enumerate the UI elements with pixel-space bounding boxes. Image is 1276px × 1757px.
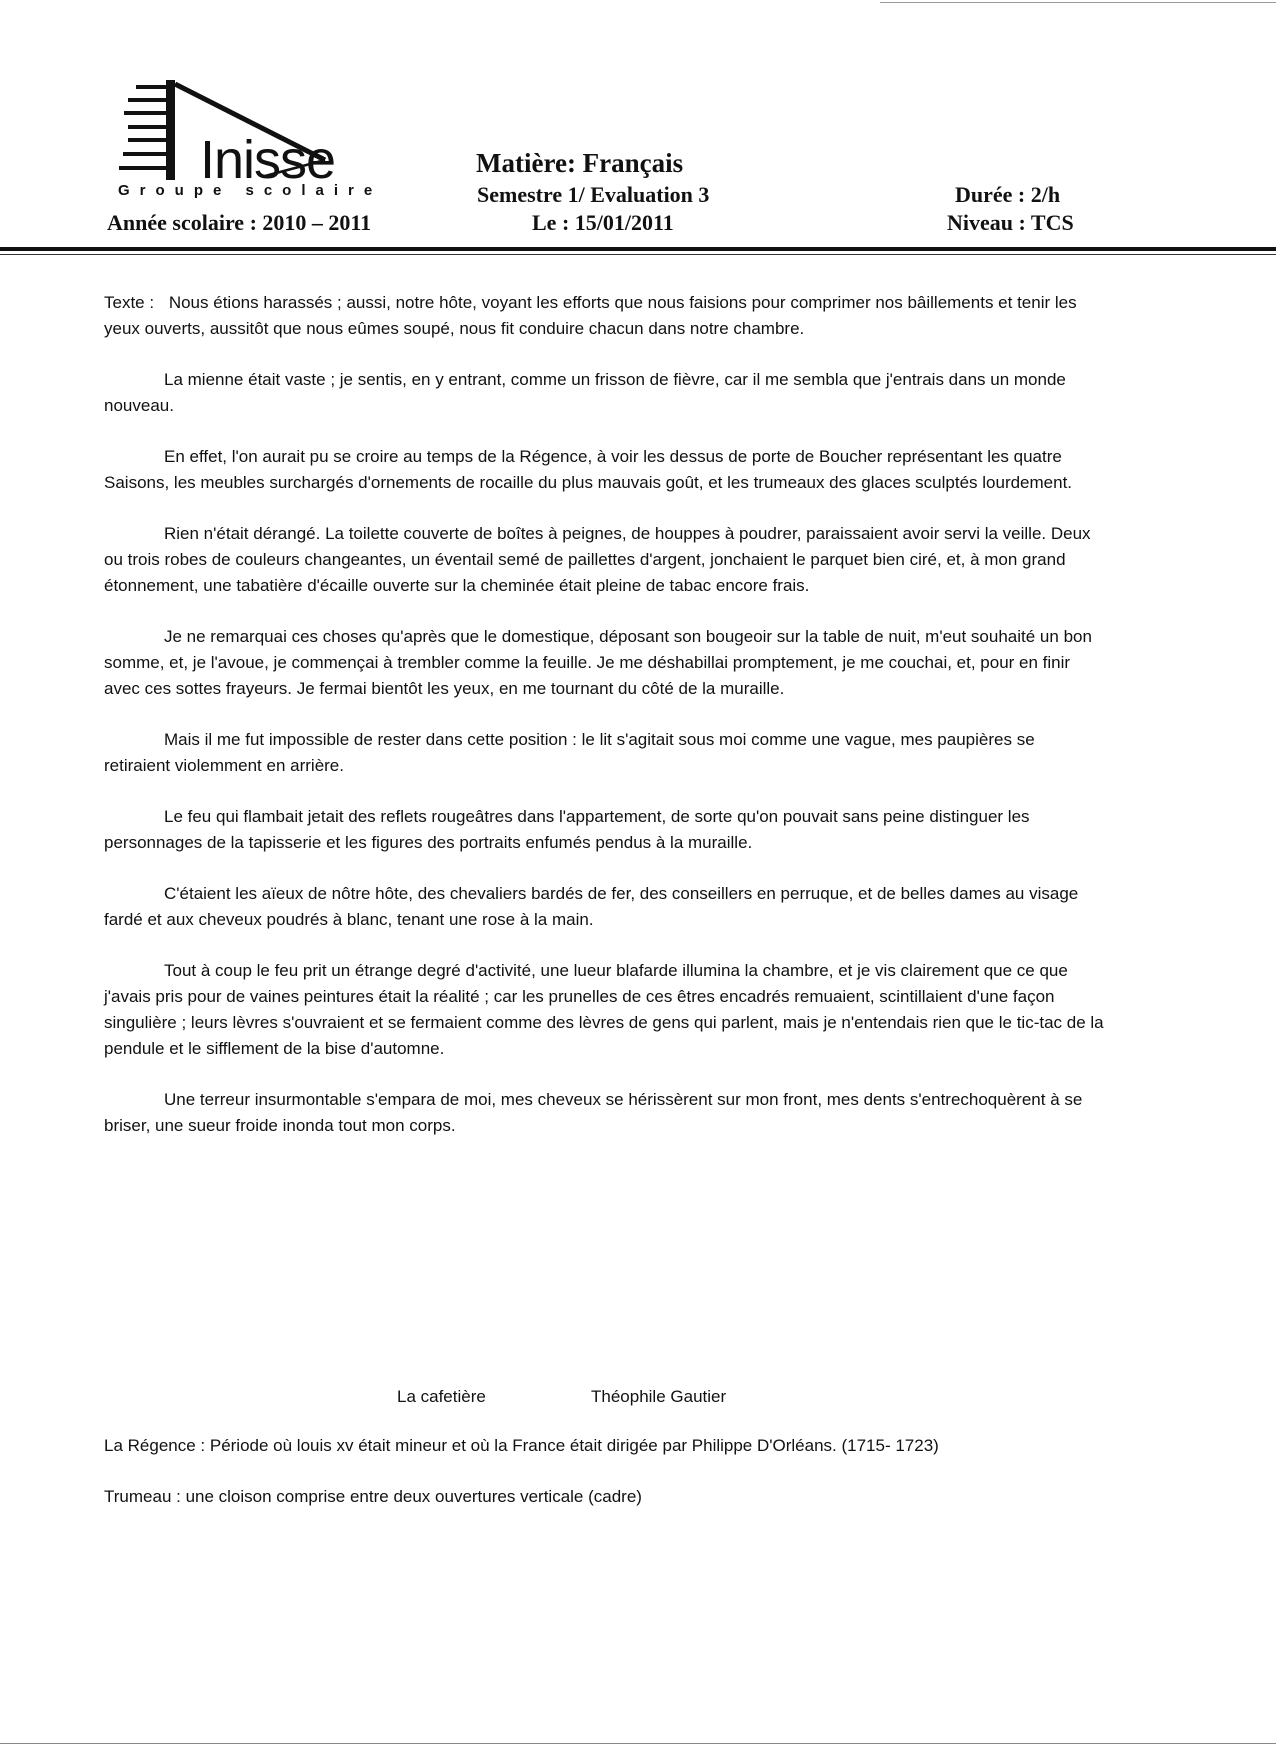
exam-date: Le : 15/01/2011 [532, 210, 674, 235]
work-title: La cafetière [397, 1387, 486, 1406]
paragraph: Une terreur insurmontable s'empara de moi, mes cheveux se hérissèrent sur mon front, mes dents s'entrechoquèrent à se briser, une sueur froide inonda tout mon corps. [104, 1090, 1083, 1135]
scan-edge-line [0, 1743, 1276, 1744]
paragraph [104, 290, 1104, 342]
paragraph: La mienne était vaste ; je sentis, en y entrant, comme un frisson de fièvre, car il me sembla que j'entrais dans un monde nouveau. [104, 370, 1066, 415]
author-name: Théophile Gautier [591, 1387, 727, 1406]
subject: Matière: Français [476, 148, 684, 178]
level: Niveau : TCS [947, 210, 1074, 235]
paragraph: En effet, l'on aurait pu se croire au temps de la Régence, à voir les dessus de porte de Boucher représentant les quatre Saisons, les meubles surchargés d'ornements de rocaille du plus mauvais goût, et les trumeaux des glaces sculptés lourdement. [104, 447, 1073, 492]
header-divider [0, 247, 1276, 251]
paragraph: Tout à coup le feu prit un étrange degré d'activité, une lueur blafarde illumina la chambre, et je vis clairement que ce que j'avais pris pour de vaines peintures était la réalité ; car les prunelles de ces êtres encadrés remuaient, scintillaient d'une façon singulière ; leurs lèvres s'ouvraient et se fermaient comme des lèvres de gens qui parlent, mais je n'entendais rien que le tic-tac de la pendule et le sifflement de la bise d'automne. [104, 961, 1104, 1058]
paragraph: Rien n'était dérangé. La toilette couverte de boîtes à peignes, de houppes à poudrer, paraissaient avoir servi la veille. Deux ou trois robes de couleurs changeantes, un éventail semé de paillettes d'argent, jonchaient le parquet bien ciré, et, à mon grand étonnement, une tabatière d'écaille ouverte sur la cheminée était pleine de tabac encore frais. [104, 524, 1091, 595]
duration: Durée : 2/h [955, 182, 1061, 207]
glossary-note: Trumeau : une cloison comprise entre deux ouvertures verticale (cadre) [104, 1487, 642, 1506]
source-signature [0, 1384, 1276, 1410]
reading-text [104, 290, 1104, 1164]
logo-subtitle: Groupe scolaire [118, 182, 383, 199]
text-label: Texte : [104, 293, 155, 312]
school-year: Année scolaire : 2010 – 2011 [107, 210, 372, 235]
semester-evaluation: Semestre 1/ Evaluation 3 [477, 182, 710, 207]
header-divider-thin [0, 254, 1276, 255]
paragraph-text: Nous étions harassés ; aussi, notre hôte, voyant les efforts que nous faisions pour comprimer nos bâillements et tenir les yeux ouverts, aussitôt que nous eûmes soupé, nous fit conduire chacun dans notre chambre. [104, 293, 1077, 338]
scan-edge-line [880, 2, 1276, 3]
paragraph: Je ne remarquai ces choses qu'après que le domestique, déposant son bougeoir sur la table de nuit, m'eut souhaité un bon somme, et, je l'avoue, je commençai à trembler comme la feuille. Je me déshabillai promptement, je me couchai, et, pour en finir avec ces sottes frayeurs. Je fermai bientôt les yeux, en me tournant du côté de la muraille. [104, 627, 1092, 698]
logo-name: Inisse [200, 130, 336, 190]
paragraph: Mais il me fut impossible de rester dans cette position : le lit s'agitait sous moi comme une vague, mes paupières se retiraient violemment en arrière. [104, 730, 1035, 775]
paragraph: C'étaient les aïeux de nôtre hôte, des chevaliers bardés de fer, des conseillers en perruque, et de belles dames au visage fardé et aux cheveux poudrés à blanc, tenant une rose à la main. [104, 884, 1079, 929]
glossary-note: La Régence : Période où louis xv était mineur et où la France était dirigée par Philippe D'Orléans. (1715- 1723) [104, 1436, 939, 1455]
paragraph: Le feu qui flambait jetait des reflets rougeâtres dans l'appartement, de sorte qu'on pouvait sans peine distinguer les personnages de la tapisserie et les figures des portraits enfumés pendus à la muraille. [104, 807, 1030, 852]
